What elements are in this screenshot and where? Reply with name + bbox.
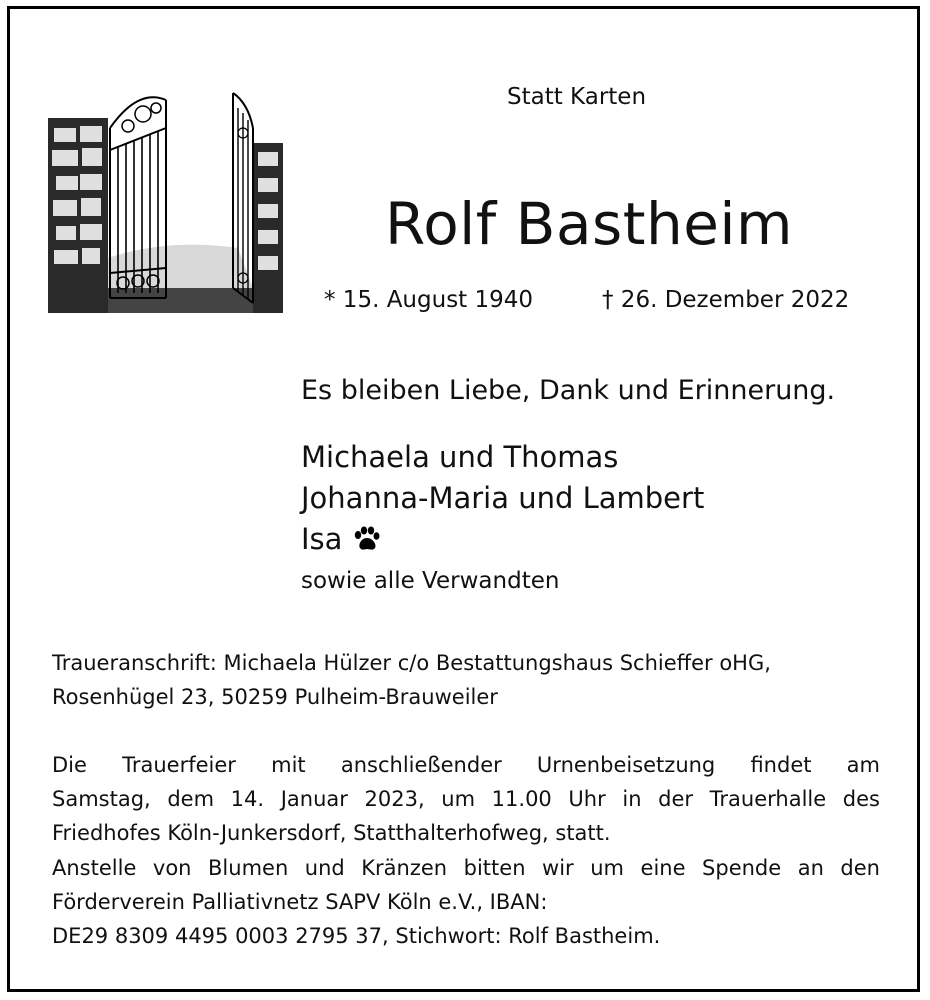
ceremony-paragraph (52, 748, 880, 850)
mourner-line-3 (301, 522, 380, 556)
donation-line-1: Anstelle von Blumen und Kränzen bitten wir um eine Spende an den (52, 856, 880, 880)
mourning-address (52, 646, 880, 714)
mourner-line-4: sowie alle Verwandten (301, 568, 560, 594)
ceremony-line-2: Samstag, dem 14. Januar 2023, um 11.00 Uhr in der Trauerhalle des (52, 787, 880, 811)
garden-gate-illustration (48, 88, 283, 313)
ceremony-line-1: Die Trauerfeier mit anschließender Urnenbeisetzung findet am (52, 753, 880, 777)
paw-icon (352, 526, 380, 552)
motto: Es bleiben Liebe, Dank und Erinnerung. (301, 375, 836, 406)
notice-header: Statt Karten (507, 84, 647, 110)
address-line-1: Traueranschrift: Michaela Hülzer c/o Bestattungshaus Schieffer oHG, (52, 651, 771, 675)
donation-line-2: Förderverein Palliativnetz SAPV Köln e.V., IBAN: (52, 890, 548, 914)
donation-line-3: DE29 8309 4495 0003 2795 37, Stichwort: Rolf Bastheim. (52, 924, 661, 948)
mourner-isa: Isa (301, 522, 343, 556)
donation-paragraph (52, 851, 880, 953)
mourner-line-2: Johanna-Maria und Lambert (301, 481, 705, 515)
birth-date: * 15. August 1940 (324, 287, 534, 313)
address-line-2: Rosenhügel 23, 50259 Pulheim-Brauweiler (52, 685, 498, 709)
mourner-line-1: Michaela und Thomas (301, 440, 619, 474)
death-date: † 26. Dezember 2022 (602, 287, 850, 313)
deceased-name: Rolf Bastheim (385, 190, 793, 258)
ceremony-line-3: Friedhofes Köln-Junkersdorf, Statthalterhofweg, statt. (52, 821, 611, 845)
